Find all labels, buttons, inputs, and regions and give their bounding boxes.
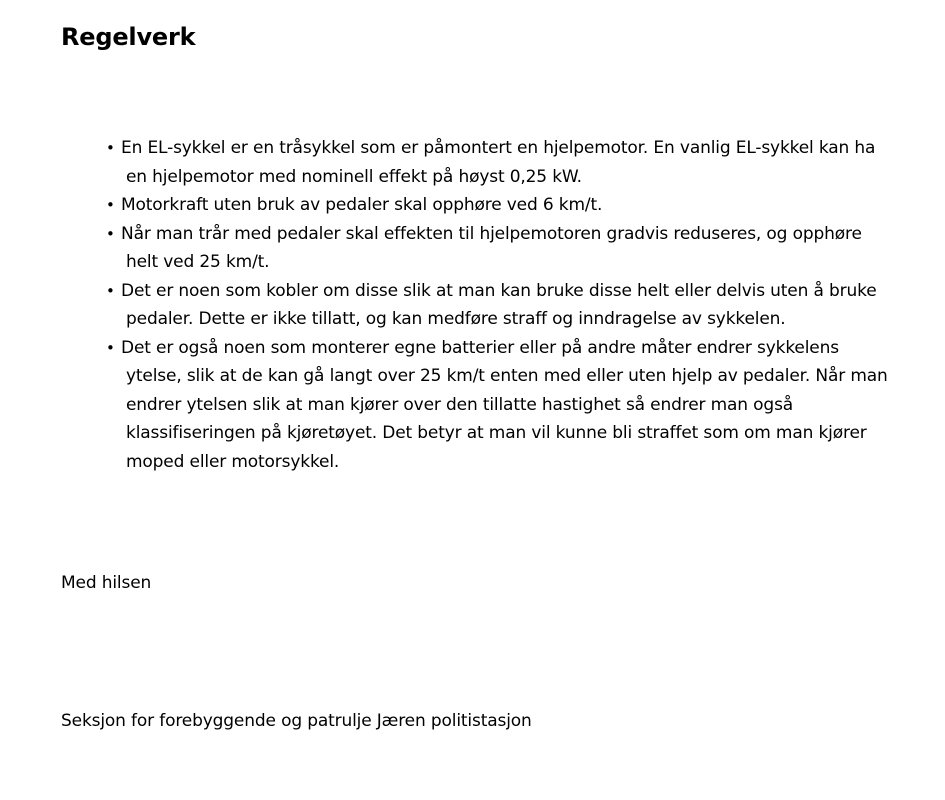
rule-text: Når man trår med pedaler skal effekten til hjelpemotoren gradvis reduseres, og opphøre helt ved 25 km/t. (121, 223, 862, 272)
rule-text: Det er også noen som monterer egne batterier eller på andre måter endrer sykkelens ytelse, slik at de kan gå langt over 25 km/t enten med eller uten hjelp av pedaler. Når man endrer ytelsen slik at man kjører over den tillatte hastighet så endrer man også klassifiseringen på kjøretøyet. Det betyr at man vil kunne bli straffet som om man kjører moped eller motorsykkel. (121, 337, 888, 472)
list-item (92, 191, 892, 220)
bullet-icon: • (106, 224, 115, 243)
signature-text: Seksjon for forebyggende og patrulje Jæren politistasjon (61, 711, 532, 731)
list-item (92, 134, 892, 191)
rule-text: Det er noen som kobler om disse slik at man kan bruke disse helt eller delvis uten å bruke pedaler. Dette er ikke tillatt, og kan medføre straff og inndragelse av sykkelen. (121, 280, 877, 329)
bullet-icon: • (106, 281, 115, 300)
list-item (92, 334, 892, 477)
rules-list (92, 134, 892, 476)
page-title: Regelverk (61, 23, 196, 51)
rule-text: Motorkraft uten bruk av pedaler skal opphøre ved 6 km/t. (121, 195, 603, 215)
bullet-icon: • (106, 196, 115, 214)
closing-text: Med hilsen (61, 573, 152, 593)
bullet-icon: • (106, 338, 115, 357)
list-item (92, 277, 892, 334)
bullet-icon: • (106, 139, 115, 157)
list-item (92, 220, 892, 277)
rule-text: En EL-sykkel er en tråsykkel som er påmontert en hjelpemotor. En vanlig EL-sykkel kan ha en hjelpemotor med nominell effekt på høyst 0,25 kW. (121, 138, 876, 187)
